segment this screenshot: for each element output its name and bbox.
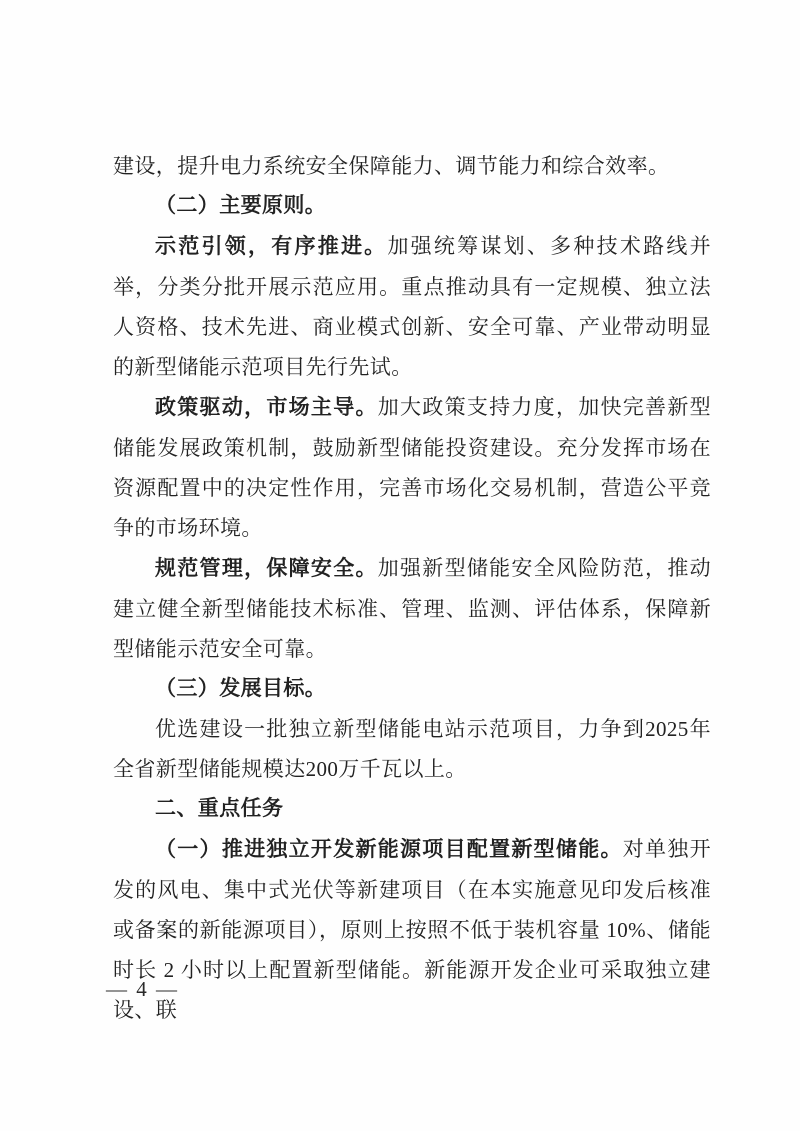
paragraph-text: 优选建设一批独立新型储能电站示范项目，力争到2025年全省新型储能规模达200万千瓦以上。	[113, 717, 711, 781]
paragraph-lead: 示范引领，有序推进。	[155, 235, 388, 258]
document-body	[113, 146, 711, 1030]
paragraph-standard-management	[113, 548, 711, 669]
section-heading-key-tasks	[113, 789, 711, 829]
paragraph-independent-development	[113, 829, 711, 1030]
paragraph-text: 加大政策支持力度，加快完善新型储能发展政策机制，鼓励新型储能投资建设。充分发挥市场在资源配置中的决定性作用，完善市场化交易机制，营造公平竞争的市场环境。	[113, 395, 711, 540]
paragraph-text: 加强新型储能安全风险防范，推动建立健全新型储能技术标准、管理、监测、评估体系，保障新型储能示范安全可靠。	[113, 556, 711, 661]
paragraph-demonstration-leading	[113, 226, 711, 387]
section-heading-main-principles	[113, 186, 711, 226]
paragraph-continuation	[113, 146, 711, 186]
paragraph-lead: 政策驱动，市场主导。	[155, 396, 378, 419]
paragraph-policy-driven	[113, 387, 711, 548]
heading-text: 二、重点任务	[155, 797, 284, 820]
paragraph-text: 建设，提升电力系统安全保障能力、调节能力和综合效率。	[113, 154, 670, 178]
paragraph-text: 加强统筹谋划、多种技术路线并举，分类分批开展示范应用。重点推动具有一定规模、独立法人资格、技术先进、商业模式创新、安全可靠、产业带动明显的新型储能示范项目先行先试。	[113, 234, 711, 379]
paragraph-text: 对单独开发的风电、集中式光伏等新建项目（在本实施意见印发后核准或备案的新能源项目），原则上按照不低于装机容量 10%、储能时长 2 小时以上配置新型储能。新能源开发企业可采取独立建设、联	[113, 837, 711, 1022]
heading-text: （二）主要原则。	[155, 194, 327, 217]
heading-text: （三）发展目标。	[155, 677, 327, 700]
section-heading-development-goals	[113, 669, 711, 709]
paragraph-lead: 规范管理，保障安全。	[155, 557, 378, 580]
paragraph-lead: （一）推进独立开发新能源项目配置新型储能。	[155, 838, 623, 861]
page-number: — 4 —	[106, 977, 179, 1001]
paragraph-development-target	[113, 709, 711, 789]
